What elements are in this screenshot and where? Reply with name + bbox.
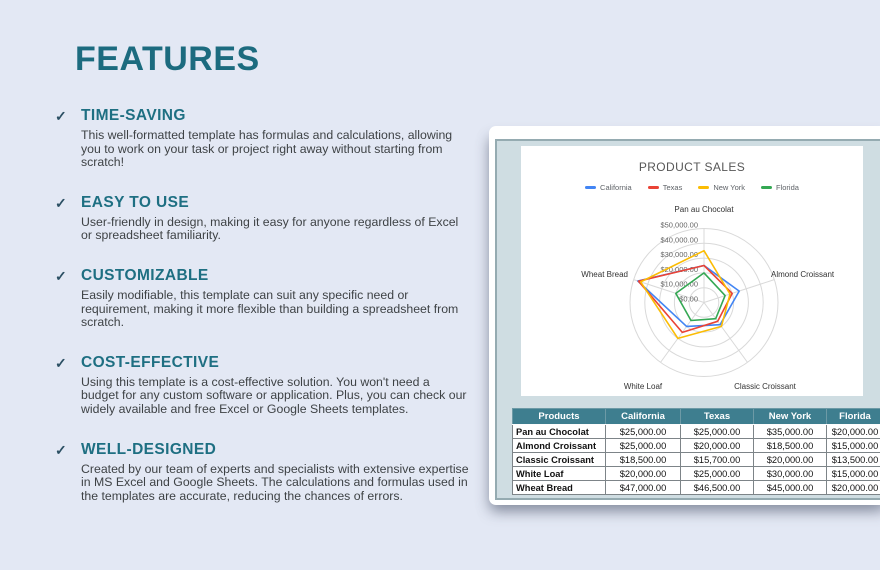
table-row — [513, 481, 880, 495]
chart-title: PRODUCT SALES — [638, 160, 746, 174]
legend-label: Florida — [776, 183, 799, 192]
sales-value-cell: $35,000.00 — [754, 425, 827, 439]
feature-heading: EASY TO USE — [81, 193, 190, 211]
check-icon: ✓ — [55, 108, 67, 124]
check-icon: ✓ — [55, 194, 67, 211]
product-sales-table-wrap — [512, 408, 880, 495]
feature-heading: TIME-SAVING — [81, 107, 186, 124]
feature-body: This well-formatted template has formulas and calculations, allowing you to work on your task or project right away without starting from scratch! — [81, 128, 453, 170]
feature-body: Created by our team of experts and specialists with extensive expertise in MS Excel and Google Sheets. The calculations and formulas used in the templates are accurate, reducing the chances of errors. — [81, 461, 469, 503]
sales-value-cell: $25,000.00 — [606, 439, 681, 453]
sales-value-cell: $20,000.00 — [754, 453, 827, 467]
legend-label: Texas — [662, 183, 683, 192]
table-header-cell: California — [606, 409, 681, 425]
sales-value-cell: $47,000.00 — [606, 481, 681, 495]
radar-axis-label: Pan au Chocolat — [674, 205, 734, 214]
check-icon: ✓ — [55, 267, 67, 284]
product-sales-chart — [521, 146, 863, 396]
spreadsheet-panel — [495, 139, 880, 500]
check-icon: ✓ — [55, 354, 67, 371]
product-name-cell: Almond Croissant — [513, 439, 606, 453]
legend-label: California — [600, 183, 632, 192]
svg-text:$40,000.00: $40,000.00 — [660, 235, 698, 245]
sales-value-cell: $15,000.00 — [827, 439, 880, 453]
sales-value-cell: $20,000.00 — [827, 425, 880, 439]
table-header-row — [513, 409, 880, 425]
sales-value-cell: $46,500.00 — [681, 481, 754, 495]
sales-value-cell: $30,000.00 — [754, 467, 827, 481]
table-row — [513, 439, 880, 453]
feature-item-well-designed — [55, 441, 480, 504]
feature-item-time-saving — [55, 107, 480, 170]
feature-body: User-friendly in design, making it easy for anyone regardless of Excel or spreadsheet familiarity. — [81, 214, 459, 243]
table-header-cell: Products — [513, 409, 606, 425]
table-row — [513, 425, 880, 439]
table-row — [513, 467, 880, 481]
table-header-cell: Florida — [827, 409, 880, 425]
feature-body: Easily modifiable, this template can suit any specific need or requirement, making it more flexible than building a spreadsheet from scratch. — [81, 287, 459, 330]
legend-label: New York — [713, 183, 746, 192]
sales-value-cell: $15,700.00 — [681, 453, 754, 467]
feature-heading: CUSTOMIZABLE — [81, 266, 209, 284]
radar-axis-label: White Loaf — [623, 382, 663, 391]
product-name-cell: White Loaf — [513, 467, 606, 481]
sales-value-cell: $13,500.00 — [827, 453, 880, 467]
table-header-cell: Texas — [681, 409, 754, 425]
sales-value-cell: $25,000.00 — [681, 425, 754, 439]
features-section — [55, 40, 480, 527]
table-header-cell: New York — [754, 409, 827, 425]
sales-value-cell: $15,000.00 — [827, 467, 880, 481]
page-title: FEATURES — [75, 40, 260, 78]
check-icon: ✓ — [55, 441, 67, 458]
product-sales-table — [512, 408, 880, 495]
sales-value-cell: $45,000.00 — [754, 481, 827, 495]
sales-value-cell: $25,000.00 — [681, 467, 754, 481]
svg-text:$10,000.00: $10,000.00 — [660, 279, 698, 289]
spreadsheet-preview-card — [489, 126, 880, 505]
feature-item-easy-to-use — [55, 194, 480, 243]
feature-item-cost-effective — [55, 354, 480, 417]
radar-axis-label: Almond Croissant — [771, 270, 835, 279]
svg-text:$20,000.00: $20,000.00 — [660, 264, 698, 274]
svg-text:$50,000.00: $50,000.00 — [660, 220, 698, 230]
sales-value-cell: $20,000.00 — [827, 481, 880, 495]
feature-heading: WELL-DESIGNED — [81, 440, 217, 458]
table-row — [513, 453, 880, 467]
feature-item-customizable — [55, 267, 480, 330]
product-name-cell: Pan au Chocolat — [513, 425, 606, 439]
svg-text:$30,000.00: $30,000.00 — [660, 250, 698, 260]
svg-text:$0.00: $0.00 — [679, 294, 698, 304]
product-name-cell: Classic Croissant — [513, 453, 606, 467]
sales-value-cell: $25,000.00 — [606, 425, 681, 439]
radar-chart — [521, 146, 863, 396]
sales-value-cell: $20,000.00 — [681, 439, 754, 453]
sales-value-cell: $18,500.00 — [754, 439, 827, 453]
product-name-cell: Wheat Bread — [513, 481, 606, 495]
feature-heading: COST-EFFECTIVE — [81, 353, 220, 371]
sales-value-cell: $18,500.00 — [606, 453, 681, 467]
feature-body: Using this template is a cost-effective solution. You won't need a budget for any custom software or application. Plus, you can check our widely available and free Excel or Google Sheets templates. — [81, 374, 467, 416]
radar-axis-label: Wheat Bread — [581, 270, 628, 279]
radar-axis-label: Classic Croissant — [734, 382, 796, 391]
sales-value-cell: $20,000.00 — [606, 467, 681, 481]
